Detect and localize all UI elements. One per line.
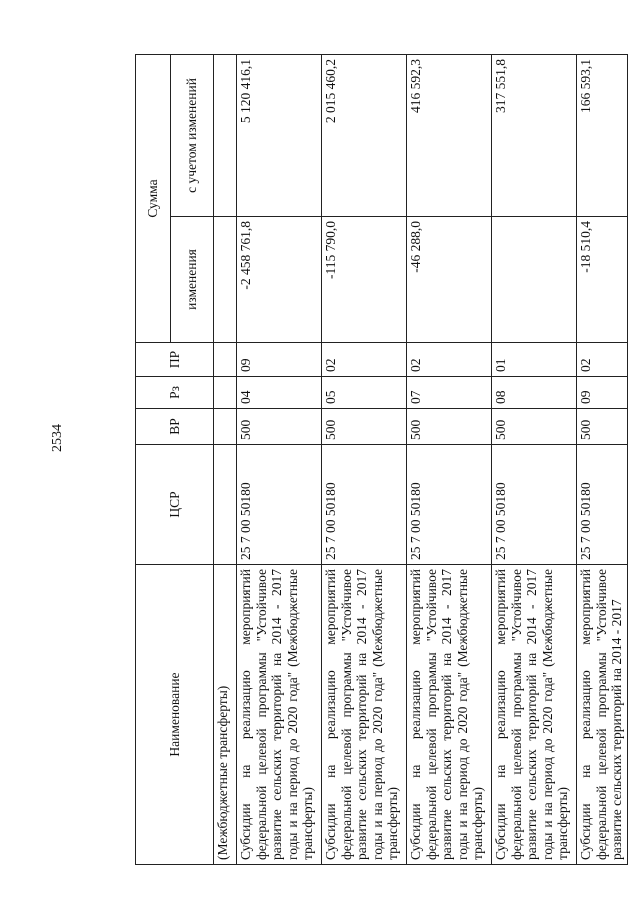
row-pr: 09 — [237, 343, 322, 377]
table-row — [237, 54, 322, 864]
header-rz: Рз — [136, 377, 214, 409]
row-rz: 05 — [322, 377, 407, 409]
row-pr: 01 — [492, 343, 577, 377]
table-row — [214, 54, 237, 864]
row-vr: 500 — [322, 409, 407, 445]
row-name: Субсидии на реализацию мероприятий федеральной целевой программы "Устойчивое развитие сельских территорий на 2014 - 2017 годы и на период до 2020 года" (Межбюджетные трансферты) — [407, 565, 492, 865]
header-pr: ПР — [136, 343, 214, 377]
page-number: 2534 — [50, 424, 65, 452]
row-name: Субсидии на реализацию мероприятий федеральной целевой программы "Устойчивое развитие сельских территорий на 2014 - 2017 годы и на период до 2020 года" (Межбюджетные трансферты) — [322, 565, 407, 865]
table-row — [322, 54, 407, 864]
row-name: Субсидии на реализацию мероприятий федеральной целевой программы "Устойчивое развитие сельских территорий на 2014 - 2017 — [577, 565, 628, 865]
row-csr: 25 7 00 50180 — [322, 445, 407, 565]
row-csr: 25 7 00 50180 — [237, 445, 322, 565]
row-rz: 08 — [492, 377, 577, 409]
row-total: 166 593,1 — [577, 54, 628, 216]
row-vr: 500 — [577, 409, 628, 445]
row-total: 317 551,8 — [492, 54, 577, 216]
row-vr: 500 — [237, 409, 322, 445]
row-pr: 02 — [322, 343, 407, 377]
table-row — [492, 54, 577, 864]
budget-table-wrapper — [135, 55, 625, 865]
row-changes: -18 510,4 — [577, 217, 628, 343]
row-changes: -115 790,0 — [322, 217, 407, 343]
row-total: 2 015 460,2 — [322, 54, 407, 216]
row-pr: 02 — [577, 343, 628, 377]
header-changes: изменения — [171, 217, 214, 343]
row-total: 416 592,3 — [407, 54, 492, 216]
header-with-changes: с учетом изменений — [171, 54, 214, 216]
row-changes: -2 458 761,8 — [237, 217, 322, 343]
row-changes: -46 288,0 — [407, 217, 492, 343]
row-name: Субсидии на реализацию мероприятий федеральной целевой программы "Устойчивое развитие сельских территорий на 2014 - 2017 годы и на период до 2020 года" (Межбюджетные трансферты) — [237, 565, 322, 865]
row-changes — [492, 217, 577, 343]
row-rz: 09 — [577, 377, 628, 409]
row-rz: 07 — [407, 377, 492, 409]
row-rz: 04 — [237, 377, 322, 409]
header-csr: ЦСР — [136, 445, 214, 565]
header-name: Наименование — [136, 565, 214, 865]
table-row — [577, 54, 628, 864]
row-total: 5 120 416,1 — [237, 54, 322, 216]
row-csr: 25 7 00 50180 — [492, 445, 577, 565]
budget-table — [135, 54, 628, 865]
row-csr: 25 7 00 50180 — [407, 445, 492, 565]
row-vr: 500 — [492, 409, 577, 445]
table-row — [407, 54, 492, 864]
row-vr: 500 — [407, 409, 492, 445]
row-name: Субсидии на реализацию мероприятий федеральной целевой программы "Устойчивое развитие сельских территорий на 2014 - 2017 годы и на период до 2020 года" (Межбюджетные трансферты) — [492, 565, 577, 865]
row-csr: 25 7 00 50180 — [577, 445, 628, 565]
header-sum: Сумма — [136, 54, 171, 342]
row-name: (Межбюджетные трансферты) — [214, 565, 237, 865]
header-vr: ВР — [136, 409, 214, 445]
row-pr: 02 — [407, 343, 492, 377]
